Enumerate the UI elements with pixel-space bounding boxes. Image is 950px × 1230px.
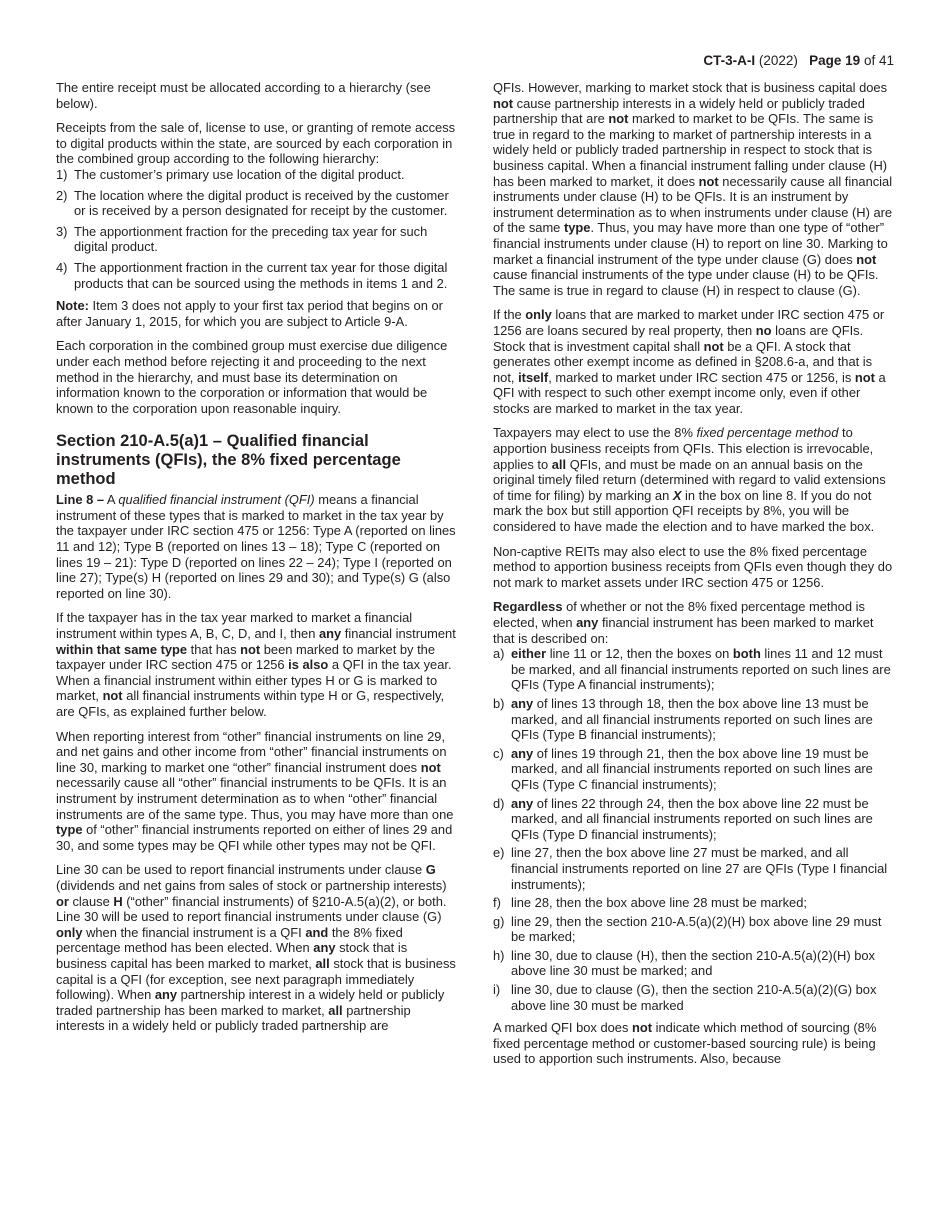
form-number: CT-3-A-I: [703, 53, 756, 68]
right-column: [493, 80, 895, 1076]
list-item: 3) The apportionment fraction for the preceding tax year for such digital product.: [56, 223, 428, 255]
list-item: g) line 29, then the section 210-A.5(a)(2)(H) box above line 29 must be marked;: [493, 913, 882, 945]
paragraph-due-diligence: Each corporation in the combined group must exercise due diligence under each method before rejecting it and proceeding to the next method in the hierarchy, and must base its determination on information known to the corporation or information that would be known to the corporation upon reasonable inquiry.: [56, 338, 448, 416]
list-item: i) line 30, due to clause (G), then the section 210-A.5(a)(2)(G) box above line 30 must be marked: [493, 982, 877, 1013]
paragraph-election: Taxpayers may elect to use the 8% fixed percentage method to apportion business receipts from QFIs. This election is irrevocable, applies to all QFIs, and must be made on an annual basis on the original timely filed return (determined with regard to valid extensions of time for filing) by marking an X in the box on line 8. If you do not mark the box but still apportion QFI receipts by 8%, you will be considered to have made the election and to have marked the box.: [493, 425, 886, 535]
list-item: e) line 27, then the box above line 27 must be marked, and all financial instruments reported on line 27 are QFIs (Type I financial instruments);: [493, 845, 888, 892]
paragraph-marked-box: A marked QFI box does not indicate which method of sourcing (8% fixed percentage method or customer-based sourcing rule) is being used to apportion such instruments. Also, because: [493, 1020, 877, 1067]
list-item: a) either line 11 or 12, then the boxes on both lines 11 and 12 must be marked, and all financial instruments reported on such lines are QFIs (Type A financial instruments);: [493, 646, 891, 693]
note-label: Note:: [56, 298, 89, 314]
list-item: 1) The customer’s primary use location of the digital product.: [56, 166, 405, 182]
form-year: (2022): [758, 53, 798, 68]
paragraph-regardless: Regardless of whether or not the 8% fixed percentage method is elected, when any financial instrument has been marked to market that is described on:: [493, 599, 874, 646]
paragraph-qfi-continued: QFIs. However, marking to market stock that is business capital does not cause partnership interests in a widely held or publicly traded partnership that are not marked to market to be QFIs. The same is true in regard to the marking to market of partnership interests in a widely held or publicly traded partnership in respect to stock that is business capital. When a financial instrument falling under clause (H) has been marked to market, it does not necessarily cause all financial instruments under clause (H) to be QFIs. It is an instrument by instrument determination as to when instruments under clause (H) are of the same type. Thus, you may have more than one type of “other” financial instruments under clause (H) to report on line 30. Marking to market a financial instrument of the type under clause (G) does not cause financial instruments of the type under clause (H) to be QFIs. The same is true in regard to clause (H) in respect to clause (G).: [493, 80, 893, 298]
hierarchy-list: [56, 167, 460, 291]
paragraph-other-instruments: When reporting interest from “other” financial instruments on line 29, and net gains and other income from “other” financial instruments on line 30, marking to market one “other” financial instrument does not necessarily cause all “other” financial instruments to be QFIs. It is an instrument by instrument determination as to when “other” financial instruments are of the same type. Thus, you may have more than one type of “other” financial instruments reported on either of lines 29 and 30, and some types may be QFI while other types may not be QFI.: [56, 728, 454, 853]
list-item: h) line 30, due to clause (H), then the section 210-A.5(a)(2)(H) box above line 30 must be marked; and: [493, 947, 875, 979]
page-total: of 41: [863, 53, 894, 68]
list-item: b) any of lines 13 through 18, then the box above line 13 must be marked, and all financial instruments reported on such lines are QFIs (Type B financial instruments);: [493, 695, 873, 743]
paragraph-line-8: Line 8 – A qualified financial instrument (QFI) means a financial instrument of these types that is marked to market in the tax year by the taxpayer under IRC section 475 or 1256: Type A (reported on lines 11 and 12); Type B (reported on lines 13 – 18); Type C (reported on lines 19 – 21): Type D (reported on lines 22 – 24); Type I (reported on line 27); Type(s) H (reported on lines 29 and 30); and Type(s) G (also reported on line 30).: [56, 492, 456, 601]
page-header: [703, 53, 894, 69]
left-column: [56, 80, 460, 1043]
paragraph-taxpayer-marked: If the taxpayer has in the tax year marked to market a financial instrument within types A, B, C, D, and I, then any financial instrument within that same type that has not been marked to market by the taxpayer under IRC section 475 or 1256 is also a QFI in the tax year. When a financial instrument within either types H or G is marked to market, not all financial instruments within type H or G, respectively, are QFIs, as explained further below.: [56, 610, 456, 719]
paragraph-hierarchy-intro: The entire receipt must be allocated according to a hierarchy (see below).: [56, 80, 431, 111]
page-number: Page 19: [809, 53, 861, 68]
paragraph-line-30: Line 30 can be used to report financial instruments under clause G (dividends and net gains from sales of stock or partnership interests) or clause H (“other” financial instruments) of §210-A.5(a)(2), or both. Line 30 will be used to report financial instruments under clause (G) only when the financial instrument is a QFI and the 8% fixed percentage method has been elected. When any stock that is business capital has been marked to market, all stock that is business capital is a QFI (for exception, see next paragraph immediately following). When any partnership interest in a widely held or publicly traded partnership has been marked to market, all partnership interests in a widely held or publicly traded partnership are: [56, 862, 456, 1034]
paragraph-digital-products: Receipts from the sale of, license to use, or granting of remote access to digital products within the state, are sourced by each corporation in the combined group according to the following hierarchy:: [56, 120, 456, 167]
note-paragraph: Note: Item 3 does not apply to your first tax period that begins on or after January 1, 2015, for which you are subject to Article 9-A.: [56, 298, 443, 329]
marking-rules-list: [493, 646, 895, 1013]
list-item: 2) The location where the digital product is received by the customer or is received by a person designated for receipt by the customer.: [56, 187, 449, 219]
list-item: f) line 28, then the box above line 28 must be marked;: [493, 895, 807, 911]
section-title: Section 210-A.5(a)1 – Qualified financial instruments (QFIs), the 8% fixed percentage method: [56, 432, 401, 489]
list-item: 4) The apportionment fraction in the current tax year for those digital products that can be sourced using the methods in items 1 and 2.: [56, 259, 448, 291]
paragraph-reits: Non-captive REITs may also elect to use the 8% fixed percentage method to apportion business receipts from QFIs even though they do not mark to market assets under IRC section 475 or 1256.: [493, 543, 893, 590]
paragraph-loans: If the only loans that are marked to market under IRC section 475 or 1256 are loans secured by real property, then no loans are QFIs. Stock that is investment capital shall not be a QFI. A stock that generates other exempt income as defined in §208.6-a, and that is not, itself, marked to market under IRC section 475 or 1256, is not a QFI with respect to such other exempt income only, even if other stocks are marked to market in the tax year.: [493, 307, 886, 416]
list-item: c) any of lines 19 through 21, then the box above line 19 must be marked, and all financial instruments reported on such lines are QFIs (Type C financial instruments);: [493, 745, 873, 792]
list-item: d) any of lines 22 through 24, then the box above line 22 must be marked, and all financial instruments reported on such lines are QFIs (Type D financial instruments);: [493, 795, 873, 842]
